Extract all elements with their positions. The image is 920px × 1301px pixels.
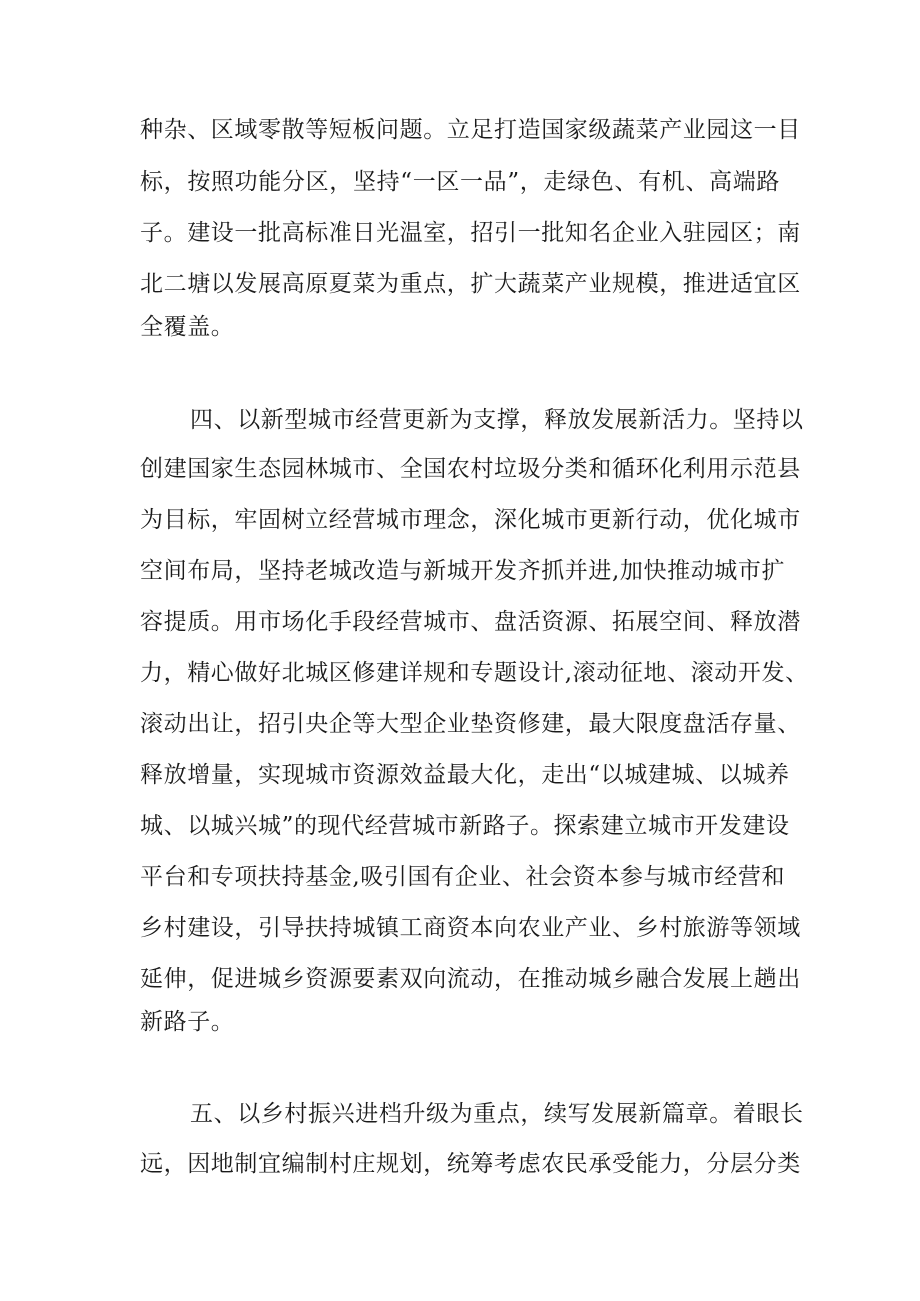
- paragraph-1-line-1: 种杂、区域零散等短板问题。立足打造国家级蔬菜产业园这一目: [140, 117, 801, 143]
- paragraph-3-line-2: 远，因地制宜编制村庄规划，统筹考虑农民承受能力，分层分类: [140, 1151, 801, 1177]
- paragraph-2-line-5: 容提质。用市场化手段经营城市、盘活资源、拓展空间、释放潜: [140, 609, 801, 635]
- paragraph-2-line-10: 平台和专项扶持基金,吸引国有企业、社会资本参与城市经营和: [140, 864, 786, 890]
- paragraph-2-line-3: 为目标，牢固树立经营城市理念，深化城市更新行动，优化城市: [140, 507, 801, 533]
- paragraph-2-line-9: 城、以城兴城”的现代经营城市新路子。探索建立城市开发建设: [140, 813, 790, 839]
- paragraph-2-line-7: 滚动出让，招引央企等大型企业垫资修建，最大限度盘活存量、: [140, 711, 801, 737]
- paragraph-2-line-11: 乡村建设，引导扶持城镇工商资本向农业产业、乡村旅游等领域: [140, 915, 801, 941]
- paragraph-2-line-6: 力，精心做好北城区修建详规和专题设计,滚动征地、滚动开发、: [140, 660, 809, 686]
- paragraph-1-line-4: 北二塘以发展高原夏菜为重点，扩大蔬菜产业规模，推进适宜区: [140, 271, 801, 297]
- paragraph-3-line-1: 五、以乡村振兴进档升级为重点，续写发展新篇章。着眼长: [190, 1101, 804, 1127]
- paragraph-1-line-5: 全覆盖。: [140, 314, 235, 340]
- paragraph-2-line-13: 新路子。: [140, 1009, 235, 1035]
- paragraph-2-line-4: 空间布局，坚持老城改造与新城开发齐抓并进,加快推动城市扩: [140, 558, 786, 584]
- paragraph-2-line-2: 创建国家生态园林城市、全国农村垃圾分类和循环化利用示范县: [140, 456, 801, 482]
- paragraph-1-line-2: 标，按照功能分区，坚持“一区一品”，走绿色、有机、高端路: [140, 169, 780, 195]
- paragraph-2-line-12: 延伸，促进城乡资源要素双向流动，在推动城乡融合发展上趟出: [140, 966, 801, 992]
- paragraph-1-line-3: 子。建设一批高标准日光温室，招引一批知名企业入驻园区；南: [140, 220, 801, 246]
- paragraph-2-line-1: 四、以新型城市经营更新为支撑，释放发展新活力。坚持以: [190, 407, 804, 433]
- paragraph-2-line-8: 释放增量，实现城市资源效益最大化，走出“以城建城、以城养: [140, 762, 790, 788]
